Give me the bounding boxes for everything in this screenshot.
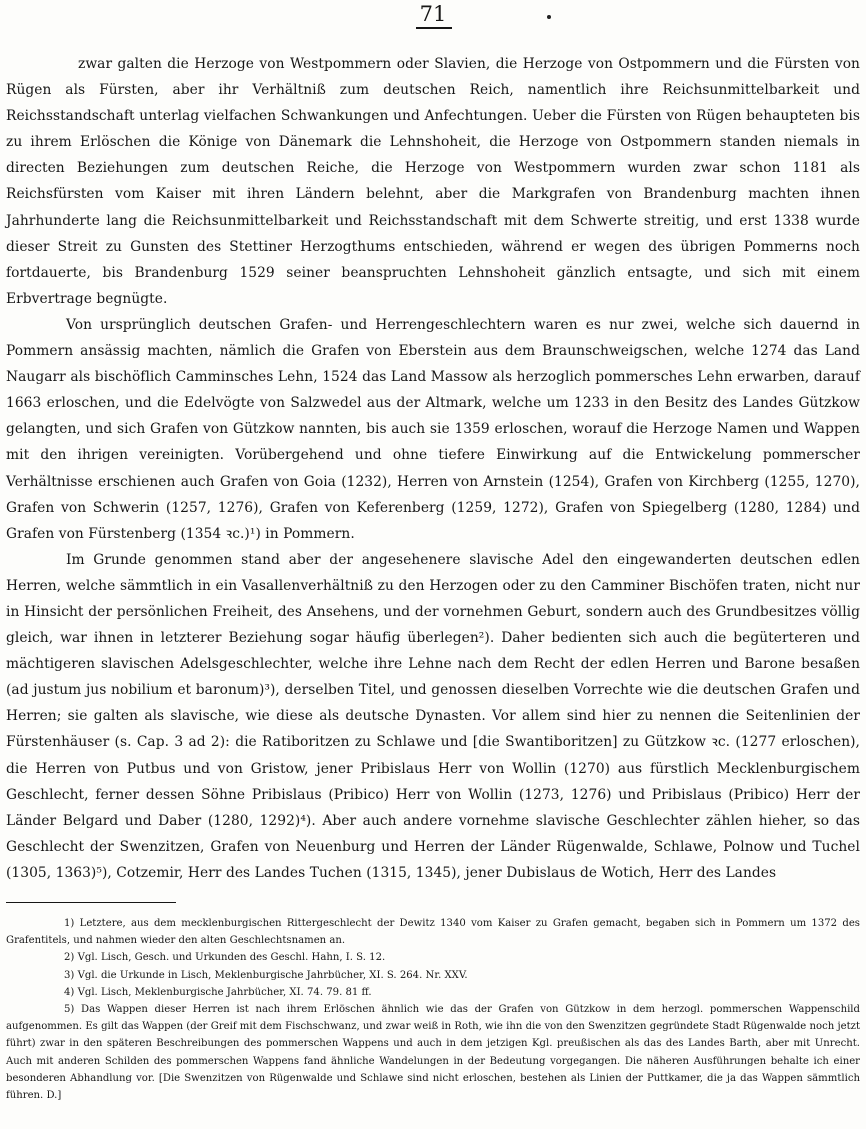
paragraph: Im Grunde genommen stand aber der angesehenere slavische Adel den eingewanderten deutschen edlen Herren, welche sämmtlich in ein Vasallenverhältniß zu den Herzogen oder zu den Camminer Bischöfen traten, nicht nur in Hinsicht der persönlichen Freiheit, des Ansehens, und der vornehmen Geburt, sondern auch des Grundbesitzes völlig gleich, war ihnen in letzterer Beziehung sogar häufig überlegen²). Daher bedienten sich auch die begüterteren und mächtigeren slavischen Adelsgeschlechter, welche ihre Lehne nach dem Recht der edlen Herren und Barone besaßen (ad justum jus nobilium et baronum)³), derselben Titel, und genossen dieselben Vorrechte wie die deutschen Grafen und Herren; sie galten als slavische, wie diese als deutsche Dynasten. Vor allem sind hier zu nennen die Seitenlinien der Fürstenhäuser (s. Cap. 3 ad 2): die Ratiboritzen zu Schlawe und [die Swantiboritzen] zu Gützkow ꝛc. (1277 erloschen), die Herren von Putbus und von Gristow, jener Pribislaus Herr von Wollin (1270) aus fürstlich Mecklenburgischem Geschlecht, ferner dessen Söhne Pribislaus (Pribico) Herr von Wollin (1273, 1276) und Pribislaus (Pribico) Herr der Länder Belgard und Daber (1280, 1292)⁴). Aber auch andere vornehme slavische Geschlechter zählen hieher, so das Geschlecht der Swenzitzen, Grafen von Neuenburg und Herren der Länder Rügenwalde, Schlawe, Polnow und Tuchel (1305, 1363)⁵), Cotzemir, Herr des Landes Tuchen (1315, 1345), jener Dubislaus de Wotich, Herr des Landes [6,551,860,881]
footnote: 4) Vgl. Lisch, Meklenburgische Jahrbücher, XI. 74. 79. 81 ff. [64,986,372,998]
footnote: 1) Letztere, aus dem mecklenburgischen Rittergeschlecht der Dewitz 1340 vom Kaiser zu Grafen gemacht, begaben sich in Pommern um 1372 des Grafentitels, und nahmen wieder den alten Geschlechtsnamen an. [6,918,860,947]
main-text [6,51,860,886]
header-mark [547,15,551,19]
footnote: 2) Vgl. Lisch, Gesch. und Urkunden des Geschl. Hahn, I. S. 12. [64,952,386,964]
paragraph: Von ursprünglich deutschen Grafen- und Herrengeschlechtern waren es nur zwei, welche sich dauernd in Pommern ansässig machten, nämlich die Grafen von Eberstein aus dem Braunschweigschen, welche 1274 das Land Naugarr als bischöflich Camminsches Lehn, 1524 das Land Massow als herzoglich pommersches Lehn erwarben, darauf 1663 erloschen, und die Edelvögte von Salzwedel aus der Altmark, welche um 1233 in den Besitz des Landes Gützkow gelangten, und sich Grafen von Gützkow nannten, bis auch sie 1359 erloschen, worauf die Herzoge Namen und Wappen mit den ihrigen vereinigten. Vorübergehend und ohne tiefere Einwirkung auf die Entwickelung pommerscher Verhältnisse erschienen auch Grafen von Goia (1232), Herren von Arnstein (1254), Grafen von Kirchberg (1255, 1270), Grafen von Schwerin (1257, 1276), Grafen von Keferenberg (1259, 1272), Grafen von Spiegelberg (1280, 1284) und Grafen von Fürstenberg (1354 ꝛc.)¹) in Pommern. [6,316,860,542]
footnote: 3) Vgl. die Urkunde in Lisch, Meklenburgische Jahrbücher, XI. S. 264. Nr. XXV. [64,969,468,981]
footnote: 5) Das Wappen dieser Herren ist nach ihrem Erlöschen ähnlich wie das der Grafen von Gützkow in dem herzogl. pommerschen Wappenschild aufgenommen. Es gilt das Wappen (der Greif mit dem Fischschwanz, und zwar weiß in Roth, wie ihn die von den Swenzitzen gegründete Stadt Rügenwalde noch jetzt führt) zwar in den späteren Beschreibungen des pommerschen Wappens und auch in dem jetzigen Kgl. preußischen als das des Landes Barth, aber mit Unrecht. Auch mit anderen Schilden des pommerschen Wappens fand ähnliche Wandelungen in der Bedeutung vorgegangen. Die näheren Ausführungen behalte ich einer besonderen Abhandlung vor. [Die Swenzitzen von Rügenwalde und Schlawe sind nicht erloschen, bestehen als Linien der Puttkamer, die ja das Wappen sämmtlich führen. D.] [6,1004,860,1102]
header-rule [416,27,452,29]
footnote-separator [6,902,176,903]
paragraph: zwar galten die Herzoge von Westpommern oder Slavien, die Herzoge von Ostpommern und die Fürsten von Rügen als Fürsten, aber ihr Verhältniß zum deutschen Reich, namentlich ihre Reichsunmittelbarkeit und Reichsstandschaft unterlag vielfachen Schwankungen und Anfechtungen. Ueber die Fürsten von Rügen behaupteten bis zu ihrem Erlöschen die Könige von Dänemark die Lehnshoheit, die Herzoge von Ostpommern standen niemals in directen Beziehungen zum deutschen Reiche, die Herzoge von Westpommern wurden zwar schon 1181 als Reichsfürsten vom Kaiser mit ihren Ländern belehnt, aber die Markgrafen von Brandenburg machten ihnen Jahrhunderte lang die Reichsunmittelbarkeit und Reichsstandschaft mit dem Schwerte streitig, und erst 1338 wurde dieser Streit zu Gunsten des Stettiner Herzogthums entschieden, während er wegen des übrigen Pommerns noch fortdauerte, bis Brandenburg 1529 seiner beanspruchten Lehnshoheit gänzlich entsagte, und sich mit einem Erbvertrage begnügte. [6,56,860,307]
footnotes [6,915,860,1104]
page-number: 71 [419,2,447,26]
